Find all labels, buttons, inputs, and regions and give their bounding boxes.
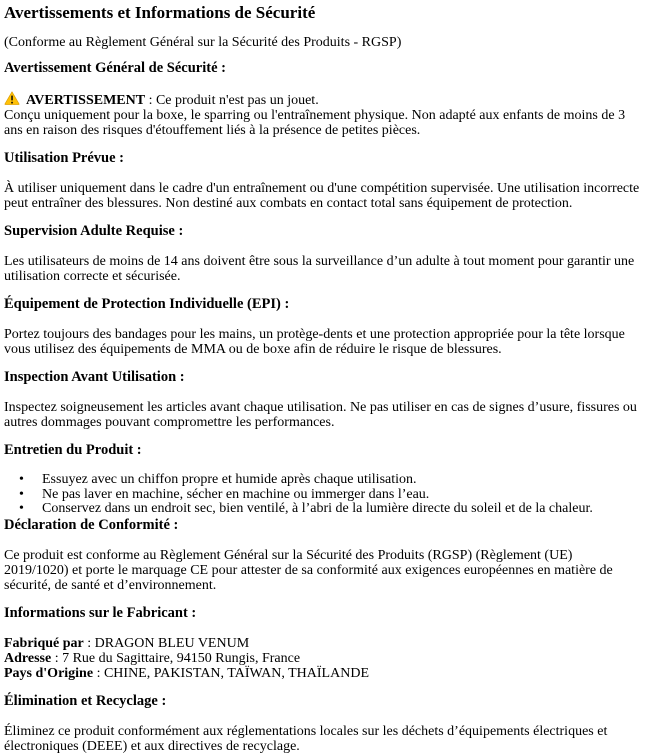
document-subtitle: (Conforme au Règlement Général sur la Sécurité des Produits - RGSP) [4, 35, 402, 50]
section-heading-ppe: Équipement de Protection Individuelle (EPI) : [4, 296, 290, 312]
section-heading-adult-supervision: Supervision Adulte Requise : [4, 223, 184, 239]
section-heading-inspection: Inspection Avant Utilisation : [4, 369, 185, 385]
page-title: Avertissements et Informations de Sécurité [4, 3, 316, 22]
conformity-paragraph: Ce produit est conforme au Règlement Général sur la Sécurité des Produits (RGSP) (Règlement (UE) 2019/1020) et porte le marquage CE pour attester de sa conformité aux exigences européennes en matière de sécurité, de santé et d’environnement. [4, 547, 613, 593]
section-heading-manufacturer: Informations sur le Fabricant : [4, 604, 197, 621]
ppe-paragraph: Portez toujours des bandages pour les mains, un protège-dents et une protection appropriée pour la tête lorsque vous utilisez des équipements de MMA ou de boxe afin de réduire le risque de blessures. [4, 327, 625, 357]
section-heading-general-warning: Avertissement Général de Sécurité : [4, 60, 226, 76]
section-heading-conformity: Déclaration de Conformité : [4, 516, 179, 533]
general-warning-paragraph [4, 91, 640, 138]
warning-sentence: : Ce produit n'est pas un jouet. [148, 93, 319, 108]
recycling-paragraph: Éliminez ce produit conformément aux réglementations locales sur les déchets d’équipements électriques et électroniques (DEEE) et aux directives de recyclage. [4, 723, 608, 754]
list-item: • Conservez dans un endroit sec, bien ventilé, à l’abri de la lumière directe du soleil et de la chaleur. [4, 502, 640, 517]
warning-triangle-icon [4, 91, 20, 105]
address-label: Adresse [4, 650, 52, 666]
manufacturer-paragraph [4, 636, 640, 681]
origin-value: : CHINE, PAKISTAN, TAÏWAN, THAÏLANDE [93, 665, 369, 681]
intended-use-paragraph: À utiliser uniquement dans le cadre d'un entraînement ou d'une compétition supervisée. Une utilisation incorrecte peut entraîner des blessures. Non destiné aux combats en contact total sans équipement de protection. [4, 181, 640, 211]
section-heading-maintenance: Entretien du Produit : [4, 442, 142, 458]
address-value: : 7 Rue du Sagittaire, 94150 Rungis, France [51, 650, 301, 666]
general-warning-body: Conçu uniquement pour la boxe, le sparring ou l'entraînement physique. Non adapté aux enfants de moins de 3 ans en raison des risques d'étouffement liés à la présence de petites pièces. [4, 108, 626, 138]
inspection-paragraph: Inspectez soigneusement les articles avant chaque utilisation. Ne pas utiliser en cas de signes d’usure, fissures ou autres dommages pouvant compromettre les performances. [4, 400, 637, 430]
maintenance-list [4, 473, 640, 517]
warning-label: AVERTISSEMENT [26, 93, 146, 108]
adult-supervision-paragraph: Les utilisateurs de moins de 14 ans doivent être sous la surveillance d’un adulte à tout moment pour garantir une utilisation correcte et sécurisée. [4, 254, 635, 284]
section-heading-recycling: Élimination et Recyclage : [4, 692, 167, 709]
list-item: • Ne pas laver en machine, sécher en machine ou immerger dans l’eau. [4, 488, 640, 503]
made-by-label: Fabriqué par [4, 635, 84, 651]
made-by-value: : DRAGON BLEU VENUM [83, 635, 250, 651]
origin-label: Pays d'Origine [4, 665, 94, 681]
list-item: • Essuyez avec un chiffon propre et humide après chaque utilisation. [4, 473, 640, 488]
section-heading-intended-use: Utilisation Prévue : [4, 150, 125, 166]
